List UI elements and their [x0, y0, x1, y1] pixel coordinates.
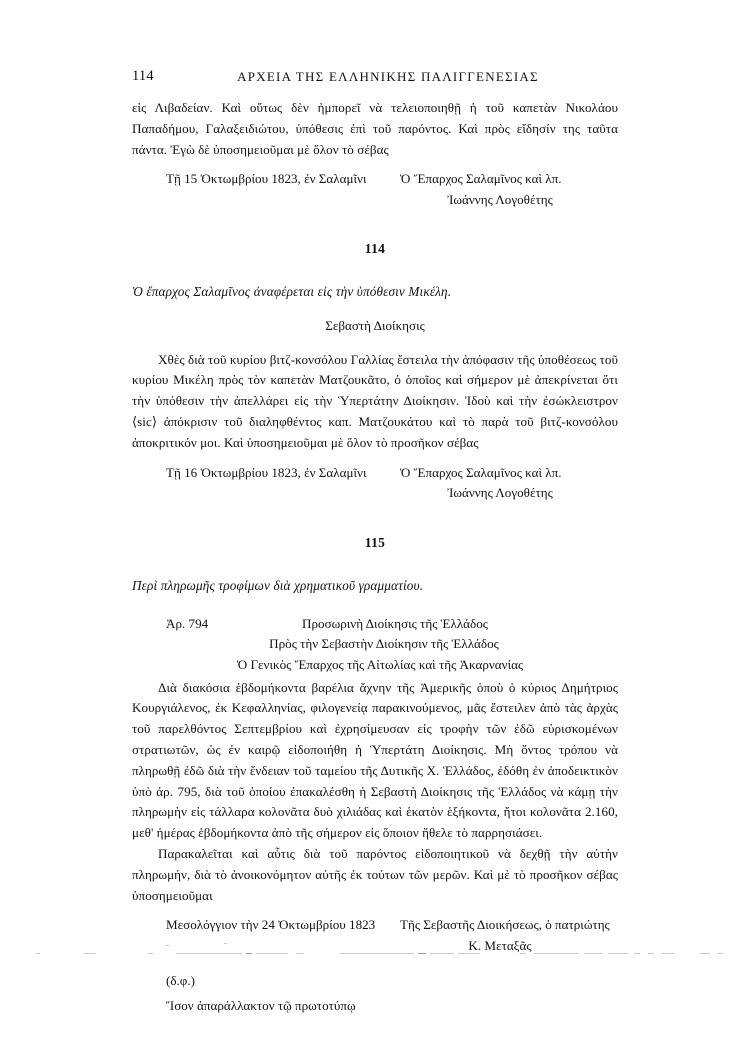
- address-line-2: Πρὸς τὴν Σεβαστὴν Διοίκησιν τῆς Ἑλλάδος: [269, 636, 499, 652]
- document-body-115-part2: Παρακαλεῖται καὶ αὗτις διὰ τοῦ παρόντος εἰδοποιητικοῦ νὰ δεχθῇ τὴν αὐτὴν πληρωμήν, διὰ τὸ ἀνοικονόμητον αὐτῆς ἐκ τούτων τῶν μερῶν. Καὶ μὲ τὸ προσῆκον σέβας ὑποσημειοῦμαι: [132, 845, 618, 903]
- continuation-paragraph: εἰς Λιβαδείαν. Καὶ οὕτως δὲν ἠμπορεῖ νὰ τελειοποιηθῇ ἡ τοῦ καπετὰν Νικολάου Παπαδήμου, Γαλαξειδιώτου, ὑπόθεσις ἐπὶ τοῦ παρόντος. Καὶ πρὸς εἴδησίν της ταῦτα πάντα. Ἐγὼ δὲ ὑποσημειοῦμαι μὲ ὅλον τὸ σέβας: [132, 100, 618, 157]
- continuation-date: Τῇ 15 Ὀκτωμβρίου 1823, ἐν Σαλαμῖνι: [166, 171, 367, 187]
- address-block-115: [132, 614, 618, 678]
- document-number-115: 115: [364, 534, 386, 550]
- running-head: [132, 68, 618, 98]
- text-column: [132, 0, 618, 1017]
- document-salutation-114: Σεβαστὴ Διοίκησις: [325, 317, 425, 333]
- signer-name-114: Ἰωάννης Λογοθέτης: [447, 485, 553, 501]
- document-body-114: Χθὲς διὰ τοῦ κυρίου βιτζ-κονσόλου Γαλλίας ἔστειλα τὴν ἀπόφασιν τῆς ὑποθέσεως τοῦ κυρίου Μικέλη πρὸς τὸν καπετὰν Ματζουκᾶτο, ὁ ὁποῖος καὶ σήμερον μὲ ἀπεκρίνεται ὅτι τὴν ὑπόθεσιν τὴν ἀπελλάρει εἰς τὴν Ὑπερτάτην Διοίκησιν. Ἰδοὺ καὶ τὴν ἐσώκλειστρον ⟨sic⟩ ἀπόκρισιν τοῦ διαληφθέντος καπ. Ματζουκάτου καὶ τὸ παρὰ τοῦ βιτζ-κονσόλου ἀποκριτικόν μοι. Καὶ ὑποσημειοῦμαι μὲ ὅλον τὸ προσῆκον σέβας: [132, 351, 618, 450]
- signer-title-115: Τῆς Σεβαστῆς Διοικήσεως, ὁ πατριώτης: [400, 917, 610, 933]
- continuation-signature-block: [132, 169, 618, 211]
- document-rubric-114: Ὁ ἔπαρχος Σαλαμῖνος ἀναφέρεται εἰς τὴν ὑπόθεσιν Μικέλη.: [132, 284, 452, 300]
- document-number-114: 114: [364, 241, 386, 257]
- document-date-115: Μεσολόγγιον τὴν 24 Ὀκτωμβρίου 1823: [166, 917, 376, 933]
- document-date-114: Τῇ 16 Ὀκτωμβρίου 1823, ἐν Σαλαμῖνι: [166, 464, 367, 480]
- scan-artifacts: [0, 935, 744, 961]
- continuation-signer-name: Ἰωάννης Λογοθέτης: [447, 192, 553, 208]
- editorial-notes-115: [132, 971, 618, 1017]
- source-note: (δ.φ.): [166, 973, 195, 989]
- address-line-1: Προσωρινὴ Διοίκησις τῆς Ἑλλάδος: [302, 615, 488, 631]
- continuation-signer-title: Ὁ Ἔπαρχος Σαλαμῖνος καὶ λπ.: [400, 171, 562, 187]
- folio-number: 114: [132, 68, 154, 84]
- signer-title-114: Ὁ Ἔπαρχος Σαλαμῖνος καὶ λπ.: [400, 464, 562, 480]
- address-lines-115: [132, 614, 618, 676]
- signature-block-114: [132, 463, 618, 505]
- document-signature-114: [400, 463, 618, 505]
- address-line-3: Ὁ Γενικὸς Ἔπαρχος τῆς Αἰτωλίας καὶ τῆς Ἀκαρνανίας: [236, 656, 524, 672]
- continuation-signature: [400, 169, 618, 211]
- document-body-115-part1: Διὰ διακόσια ἑβδομήκοντα βαρέλια ἄχνην τῆς Ἀμερικῆς ὁποὺ ὁ κύριος Δημήτριος Κουργιάλενος, ἐκ Κεφαλληνίας, φιλογενείᾳ παρακινούμενος, μᾶς ἔστειλεν ἀπὸ τὰς ἀρχὰς τοῦ παρελθόντος Σεπτεμβρίου καὶ ἐχρησίμευσαν εἰς τροφὴν τῶν ἐδῶ εὑρισκομένων στρατιωτῶν, ὡς ἐν καιρῷ εἰδοποιήθη ἡ Ὑπερτάτη Διοίκησις. Μὴ ὄντος τρόπου νὰ πληρωθῇ ἐδῶ διὰ τὴν ἔνδειαν τοῦ ταμείου τῆς Δυτικῆς Χ. Ἑλλάδος, ἐδόθη ἐν ἀποδεικτικὸν ὑπὸ ἀρ. 795, διὰ τοῦ ὁποίου ἐπακαλέσθη ἡ Σεβαστὴ Διοίκησις τῆς Ἑλλάδος νὰ κάμῃ τὴν πληρωμὴν εἰς τάλλαρα κολονᾶτα δυὸ χιλιάδας καὶ ἑκατὸν ἑξήκοντα, ἤτοι κολονᾶτα 2.160, μεθ' ἡμέρας ἑβδομήκοντα ἀπὸ τῆς σήμερον εἰς ὅποιον ἤθελε τὸ παρρησιάσει.: [132, 679, 618, 841]
- document-rubric-115: Περὶ πληρωμῆς τροφίμων διὰ χρηματικοῦ γραμματίου.: [132, 577, 424, 593]
- copy-note: Ἴσον ἀπαράλλακτον τῷ πρωτοτύπῳ: [166, 998, 356, 1014]
- protocol-number-115: Ἀρ. 794: [166, 615, 209, 631]
- running-head-title: ΑΡΧΕΙΑ ΤΗΣ ΕΛΛΗΝΙΚΗΣ ΠΑΛΙΓΓΕΝΕΣΙΑΣ: [237, 69, 539, 84]
- signer-name-115: Κ. Μεταξᾶς: [468, 938, 532, 954]
